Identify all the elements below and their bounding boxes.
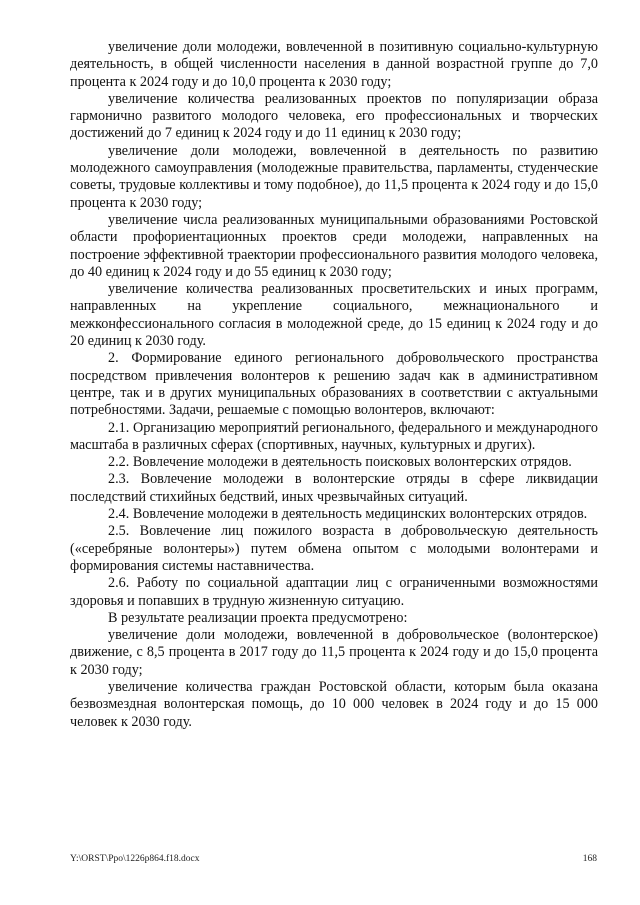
paragraph: увеличение доли молодежи, вовлеченной в позитивную социально-культурную деятельность, в общей численности населения в данной возрастной группе до 7,0 процента к 2024 году и до 10,0 процента к 2030 году; (70, 39, 598, 90)
paragraph: В результате реализации проекта предусмотрено: (108, 609, 408, 626)
paragraph: увеличение количества граждан Ростовской области, которым была оказана безвозмездная волонтерская помощь, до 10 000 человек в 2024 году и до 15 000 человек к 2030 году. (70, 678, 598, 730)
paragraph: увеличение числа реализованных муниципальными образованиями Ростовской области профориентационных проектов среди молодежи, направленных на построение эффективной траектории профессионального развития молодого человека, до 40 единиц к 2024 году и до 55 единиц к 2030 году; (70, 211, 598, 280)
paragraph: 2.4. Вовлечение молодежи в деятельность медицинских волонтерских отрядов. (108, 506, 588, 523)
paragraph: 2.6. Работу по социальной адаптации лиц с ограниченными возможностями здоровья и попавших в трудную жизненную ситуацию. (70, 575, 598, 609)
footer-file-path: Y:\ORST\Ppo\1226p864.f18.docx (70, 854, 200, 864)
paragraph: увеличение количества реализованных просветительских и иных программ, направленных на укрепление социального, межнационального и межконфессионального согласия в молодежной среде, до 15 единиц к 2024 году и до 20 единиц к 2030 году. (70, 281, 598, 350)
paragraph: увеличение количества реализованных проектов по популяризации образа гармонично развитого молодого человека, его профессиональных и творческих достижений до 7 единиц к 2024 году и до 11 единиц к 2030 году; (70, 90, 598, 142)
page-number: 168 (582, 854, 597, 864)
paragraph: увеличение доли молодежи, вовлеченной в добровольческое (волонтерское) движение, с 8,5 процента в 2017 году до 11,5 процента к 2024 году и до 15,0 процента к 2030 году; (70, 627, 598, 678)
document-body (70, 39, 598, 731)
paragraph: увеличение доли молодежи, вовлеченной в деятельность по развитию молодежного самоуправления (молодежные правительства, парламенты, студенческие советы, трудовые коллективы и тому подобное), до 11,5 процента к 2024 году и до 15,0 процента к 2030 году; (70, 142, 598, 211)
paragraph: 2.2. Вовлечение молодежи в деятельность поисковых волонтерских отрядов. (108, 454, 572, 471)
paragraph: 2. Формирование единого регионального добровольческого пространства посредством привлечения волонтеров к решению задач как в административном центре, так и в других муниципальных образованиях в соответствии с актуальными потребностями. Задачи, решаемые с помощью волонтеров, включают: (70, 350, 598, 419)
paragraph: 2.5. Вовлечение лиц пожилого возраста в добровольческую деятельность («серебряные волонтеры») путем обмена опытом с молодыми волонтерами и формирования системы наставничества. (70, 523, 598, 574)
paragraph: 2.1. Организацию мероприятий регионального, федерального и международного масштаба в различных сферах (спортивных, научных, культурных и других). (70, 419, 598, 453)
paragraph: 2.3. Вовлечение молодежи в волонтерские отряды в сфере ликвидации последствий стихийных бедствий, иных чрезвычайных ситуаций. (70, 471, 598, 505)
